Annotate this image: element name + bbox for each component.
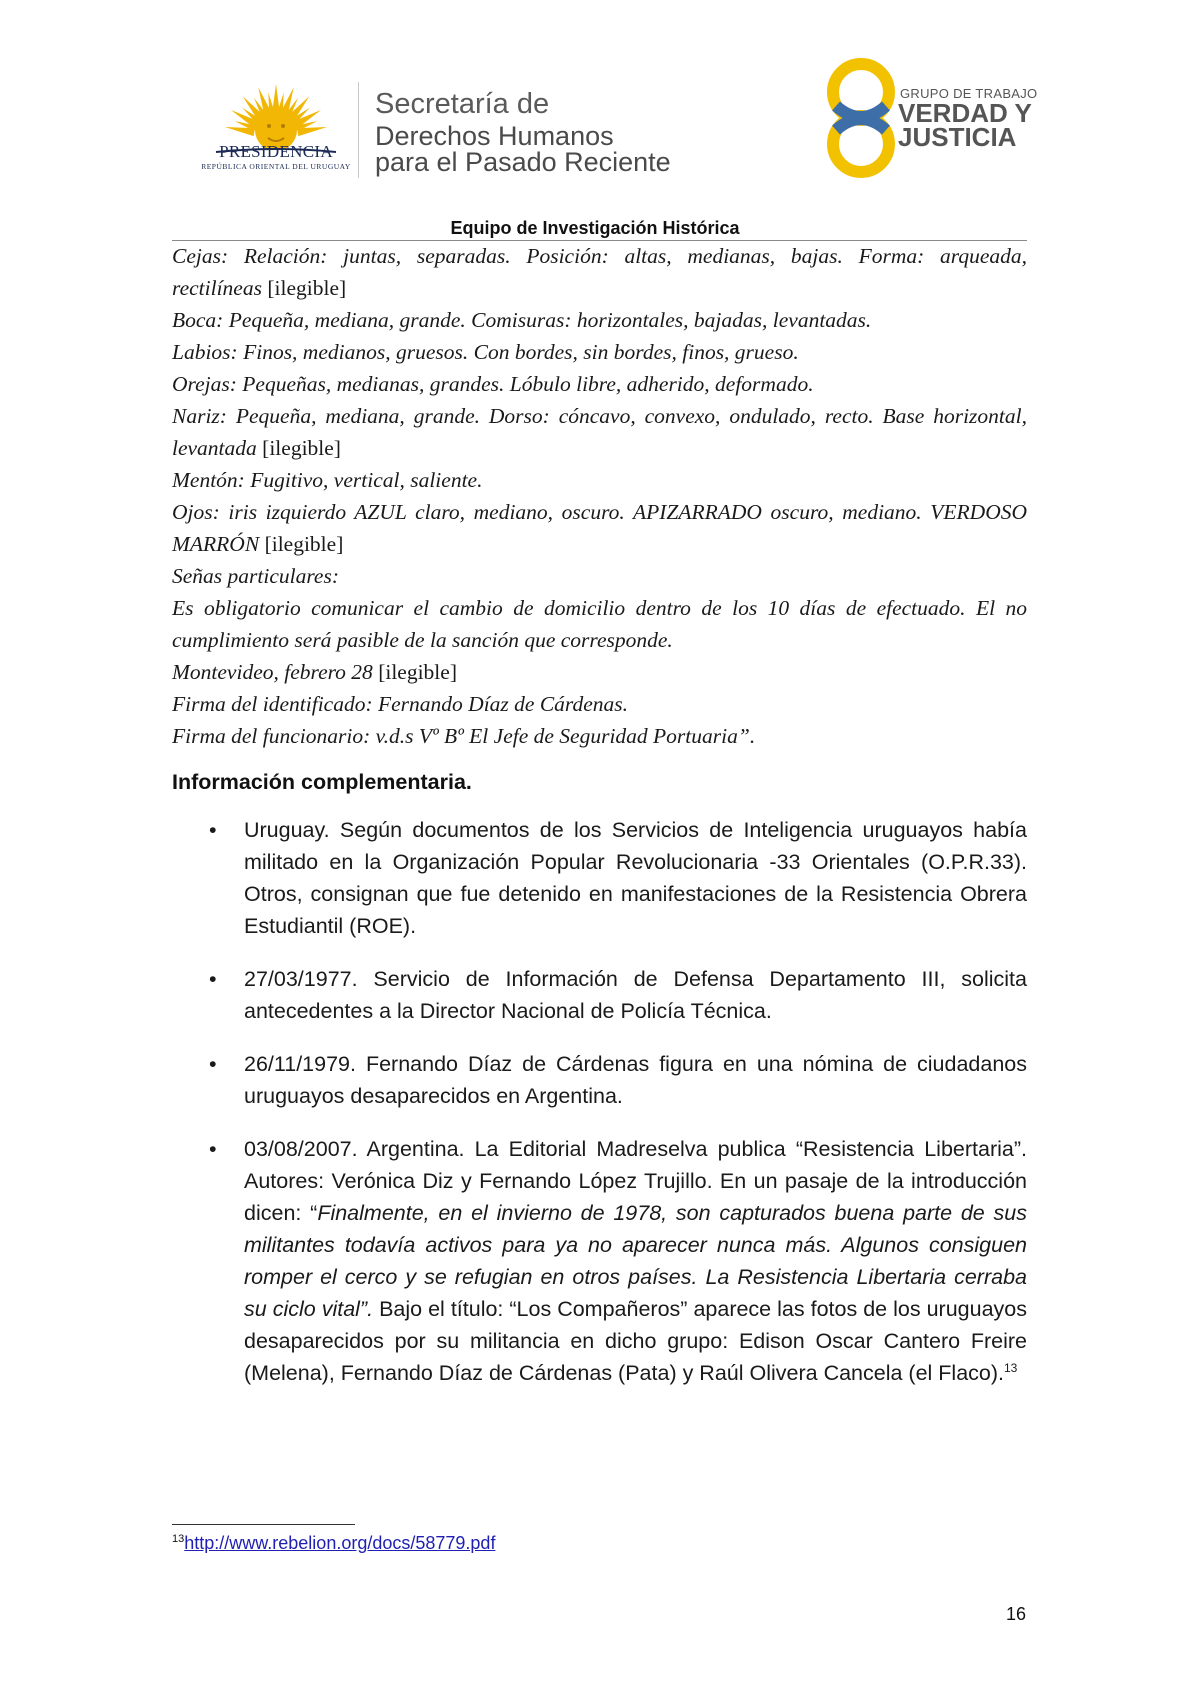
cejas-illegible: [ilegible]: [261, 276, 347, 300]
senas-text: Señas particulares:: [172, 564, 340, 588]
verdad-justicia-logo-icon: [820, 56, 902, 180]
record-nariz: [172, 400, 1027, 464]
secretaria-line-2: Derechos Humanos: [375, 121, 614, 151]
list-item-text-after: Bajo el título: “Los Compañeros” aparece las fotos de los uruguayos desaparecidos por su militancia en dicho grupo: Edison Oscar Cantero Freire (Melena), Fernando Díaz de Cárdenas (Pata) y Raúl Olivera Cancela (el Flaco).: [244, 1297, 1027, 1385]
record-obligatorio: [172, 592, 1027, 656]
footnote-number: 13: [172, 1533, 185, 1545]
record-senas: [172, 560, 1027, 592]
bullet-icon: •: [209, 1137, 217, 1161]
footnote-rule: [172, 1524, 355, 1525]
montevideo-text: Montevideo, febrero 28: [172, 660, 373, 684]
record-orejas: [172, 368, 1027, 400]
boca-text: Boca: Pequeña, mediana, grande. Comisuras: horizontales, bajadas, levantadas.: [172, 308, 872, 332]
bullet-icon: •: [209, 818, 217, 842]
footnote-reference[interactable]: 13: [1004, 1360, 1018, 1375]
page-header: [0, 0, 1190, 238]
list-item-text: Uruguay. Según documentos de los Servicios de Inteligencia uruguayos había militado en la Organización Popular Revolucionaria -33 Orientales (O.P.R.33). Otros, consignan que fue detenido en manifestaciones de la Resistencia Obrera Estudiantil (ROE).: [244, 818, 1027, 938]
list-item: [172, 1133, 1027, 1389]
list-item: [172, 963, 1027, 1027]
orejas-text: Orejas: Pequeñas, medianas, grandes. Lóbulo libre, adherido, deformado.: [172, 372, 814, 396]
footnote-link[interactable]: http://www.rebelion.org/docs/58779.pdf: [184, 1533, 496, 1553]
firma-funcionario-text: Firma del funcionario: v.d.s Vº Bº El Jefe de Seguridad Portuaria”.: [172, 724, 756, 748]
record-menton: [172, 464, 1027, 496]
secretaria-line-3: para el Pasado Reciente: [375, 147, 671, 177]
list-item-text: 26/11/1979. Fernando Díaz de Cárdenas figura en una nómina de ciudadanos uruguayos desaparecidos en Argentina.: [244, 1052, 1027, 1108]
record-cejas: [172, 240, 1027, 304]
firma-identificado-text: Firma del identificado: Fernando Díaz de Cárdenas.: [172, 692, 629, 716]
montevideo-illegible: [ilegible]: [372, 660, 457, 684]
record-ojos: [172, 496, 1027, 560]
record-firma-identificado: [172, 688, 1027, 720]
bullet-icon: •: [209, 1052, 217, 1076]
record-boca: [172, 304, 1027, 336]
ojos-illegible: [ilegible]: [259, 532, 344, 556]
record-montevideo: [172, 656, 1027, 688]
menton-text: Mentón: Fugitivo, vertical, saliente.: [172, 468, 483, 492]
secretaria-line-1: Secretaría de: [375, 88, 550, 120]
obligatorio-text: Es obligatorio comunicar el cambio de domicilio dentro de los 10 días de efectuado. El no cumplimiento será pasible de la sanción que corresponde.: [172, 596, 1027, 652]
labios-text: Labios: Finos, medianos, gruesos. Con bordes, sin bordes, finos, grueso.: [172, 340, 799, 364]
section-title: Información complementaria.: [172, 770, 472, 794]
identification-record: [172, 240, 1027, 752]
ojos-text: Ojos: iris izquierdo AZUL claro, mediano, oscuro. APIZARRADO oscuro, mediano. VERDOSO MARRÓN: [172, 500, 1027, 556]
verdad-justicia-line-3: JUSTICIA: [898, 122, 1017, 152]
list-item-text-before: 03/08/2007. Argentina. La Editorial Madreselva publica “Resistencia Libertaria”. Autores: Verónica Diz y Fernando López Trujillo. En un pasaje de la introducción dicen: “: [244, 1137, 1027, 1225]
verdad-justicia-line-2: VERDAD Y: [898, 98, 1032, 128]
bullet-icon: •: [209, 967, 217, 991]
list-item: [172, 814, 1027, 942]
presidencia-name: PRESIDENCIA: [219, 142, 333, 161]
verdad-justicia-line-1: GRUPO DE TRABAJO: [900, 86, 1038, 101]
cejas-text: Cejas: Relación: juntas, separadas. Posición: altas, medianas, bajas. Forma: arqueada, rectilíneas: [172, 244, 1027, 300]
header-divider: [358, 82, 359, 178]
nariz-illegible: [ilegible]: [256, 436, 341, 460]
page-number: 16: [1006, 1604, 1027, 1624]
list-item-quote: Finalmente, en el invierno de 1978, son capturados buena parte de sus militantes todavía activos para ya no aparecer nunca más. Algunos consiguen romper el cerco y se refugian en otros países. La Resistencia Libertaria cerraba su ciclo vital”.: [244, 1201, 1027, 1321]
list-item-text: [244, 1137, 1027, 1385]
team-heading: Equipo de Investigación Histórica: [450, 218, 740, 238]
nariz-text: Nariz: Pequeña, mediana, grande. Dorso: cóncavo, convexo, ondulado, recto. Base horizontal, levantada: [172, 404, 1027, 460]
presidencia-subtitle: REPÚBLICA ORIENTAL DEL URUGUAY: [201, 162, 351, 171]
footnote: [172, 1533, 495, 1554]
record-firma-funcionario: [172, 720, 1027, 752]
record-labios: [172, 336, 1027, 368]
bullet-list: [172, 814, 1027, 1410]
list-item: [172, 1048, 1027, 1112]
list-item-text: 27/03/1977. Servicio de Información de Defensa Departamento III, solicita antecedentes a la Director Nacional de Policía Técnica.: [244, 967, 1027, 1023]
